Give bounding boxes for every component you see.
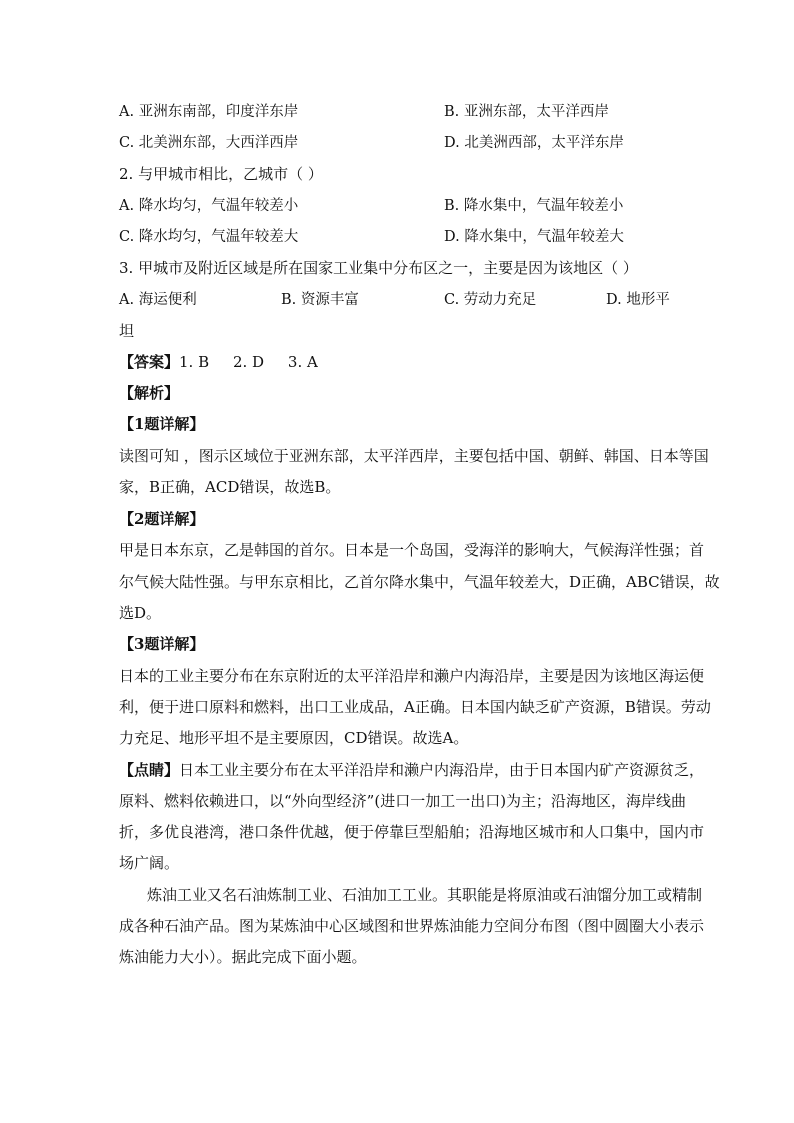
- detail2-line-1: 甲是日本东京，乙是韩国的首尔。日本是一个岛国，受海洋的影响大，气候海洋性强；首: [119, 541, 705, 559]
- answer-label: 【答案】: [119, 353, 180, 371]
- q3-option-b: B. 资源丰富: [281, 292, 359, 308]
- q2-option-c: C. 降水均匀，气温年较差大: [119, 229, 299, 245]
- detail1-label: 【1题详解】: [119, 415, 205, 433]
- detail2-label: 【2题详解】: [119, 510, 205, 528]
- tip-first: 日本工业主要分布在太平洋沿岸和濑户内海沿岸，由于日本国内矿产资源贫乏，: [179, 761, 705, 779]
- q3-stem: 3. 甲城市及附近区域是所在国家工业集中分布区之一，主要是因为该地区（ ）: [119, 259, 638, 277]
- tip-line-2: 原料、燃料依赖进口，以“外向型经济”(进口一加工一出口)为主；沿海地区，海岸线曲: [119, 792, 687, 810]
- q2-option-d: D. 降水集中，气温年较差大: [444, 229, 624, 245]
- q1-option-b: B. 亚洲东部，太平洋西岸: [444, 104, 609, 120]
- q1-option-c: C. 北美洲东部，大西洋西岸: [119, 135, 299, 151]
- q3-option-a: A. 海运便利: [119, 292, 197, 308]
- intro-line-3: 炼油能力大小）。据此完成下面小题。: [119, 948, 367, 966]
- detail1-heading: [119, 414, 204, 434]
- q2-stem: 2. 与甲城市相比，乙城市（ ）: [119, 165, 323, 183]
- analysis-label: 【解析】: [119, 384, 180, 402]
- detail2-line-2: 尔气候大陆性强。与甲东京相比，乙首尔降水集中，气温年较差大，D正确，ABC错误，故: [119, 573, 720, 591]
- intro-line-1: 炼油工业又名石油炼制工业、石油加工工业。其职能是将原油或石油馏分加工或精制: [147, 886, 703, 904]
- q3-option-d: D. 地形平: [606, 292, 670, 308]
- answer-line: [119, 352, 318, 372]
- intro-line-2: 成各种石油产品。图为某炼油中心区域图和世界炼油能力空间分布图（图中圆圈大小表示: [119, 917, 705, 935]
- detail3-heading: [119, 634, 204, 654]
- detail3-line-3: 力充足、地形平坦不是主要原因，CD错误。故选A。: [119, 729, 469, 747]
- q3-option-d-wrap: 坦: [119, 322, 135, 340]
- answer-text: 1. B 2. D 3. A: [179, 353, 318, 371]
- q1-option-d: D. 北美洲西部，太平洋东岸: [444, 135, 624, 151]
- detail2-heading: [119, 509, 204, 529]
- detail3-line-2: 利，便于进口原料和燃料，出口工业成品，A正确。日本国内缺乏矿产资源，B错误。劳动: [119, 698, 711, 716]
- detail2-line-3: 选D。: [119, 604, 162, 622]
- analysis-heading: [119, 383, 179, 403]
- q2-option-b: B. 降水集中，气温年较差小: [444, 198, 624, 214]
- tip-label: 【点睛】: [119, 761, 180, 779]
- detail3-label: 【3题详解】: [119, 635, 205, 653]
- q3-option-c: C. 劳动力充足: [444, 292, 537, 308]
- tip-line-3: 折，多优良港湾，港口条件优越，便于停靠巨型船舶；沿海地区城市和人口集中，国内市: [119, 823, 705, 841]
- q2-option-a: A. 降水均匀，气温年较差小: [119, 198, 299, 214]
- tip-line-1: [119, 760, 705, 780]
- detail1-line-1: 读图可知 ，图示区域位于亚洲东部，太平洋西岸，主要包括中国、朝鲜、韩国、日本等国: [119, 447, 709, 465]
- detail3-line-1: 日本的工业主要分布在东京附近的太平洋沿岸和濑户内海沿岸，主要是因为该地区海运便: [119, 667, 705, 685]
- detail1-line-2: 家，B正确，ACD错误，故选B。: [119, 478, 341, 496]
- q1-option-a: A. 亚洲东南部，印度洋东岸: [119, 104, 299, 120]
- tip-line-4: 场广阔。: [119, 854, 180, 872]
